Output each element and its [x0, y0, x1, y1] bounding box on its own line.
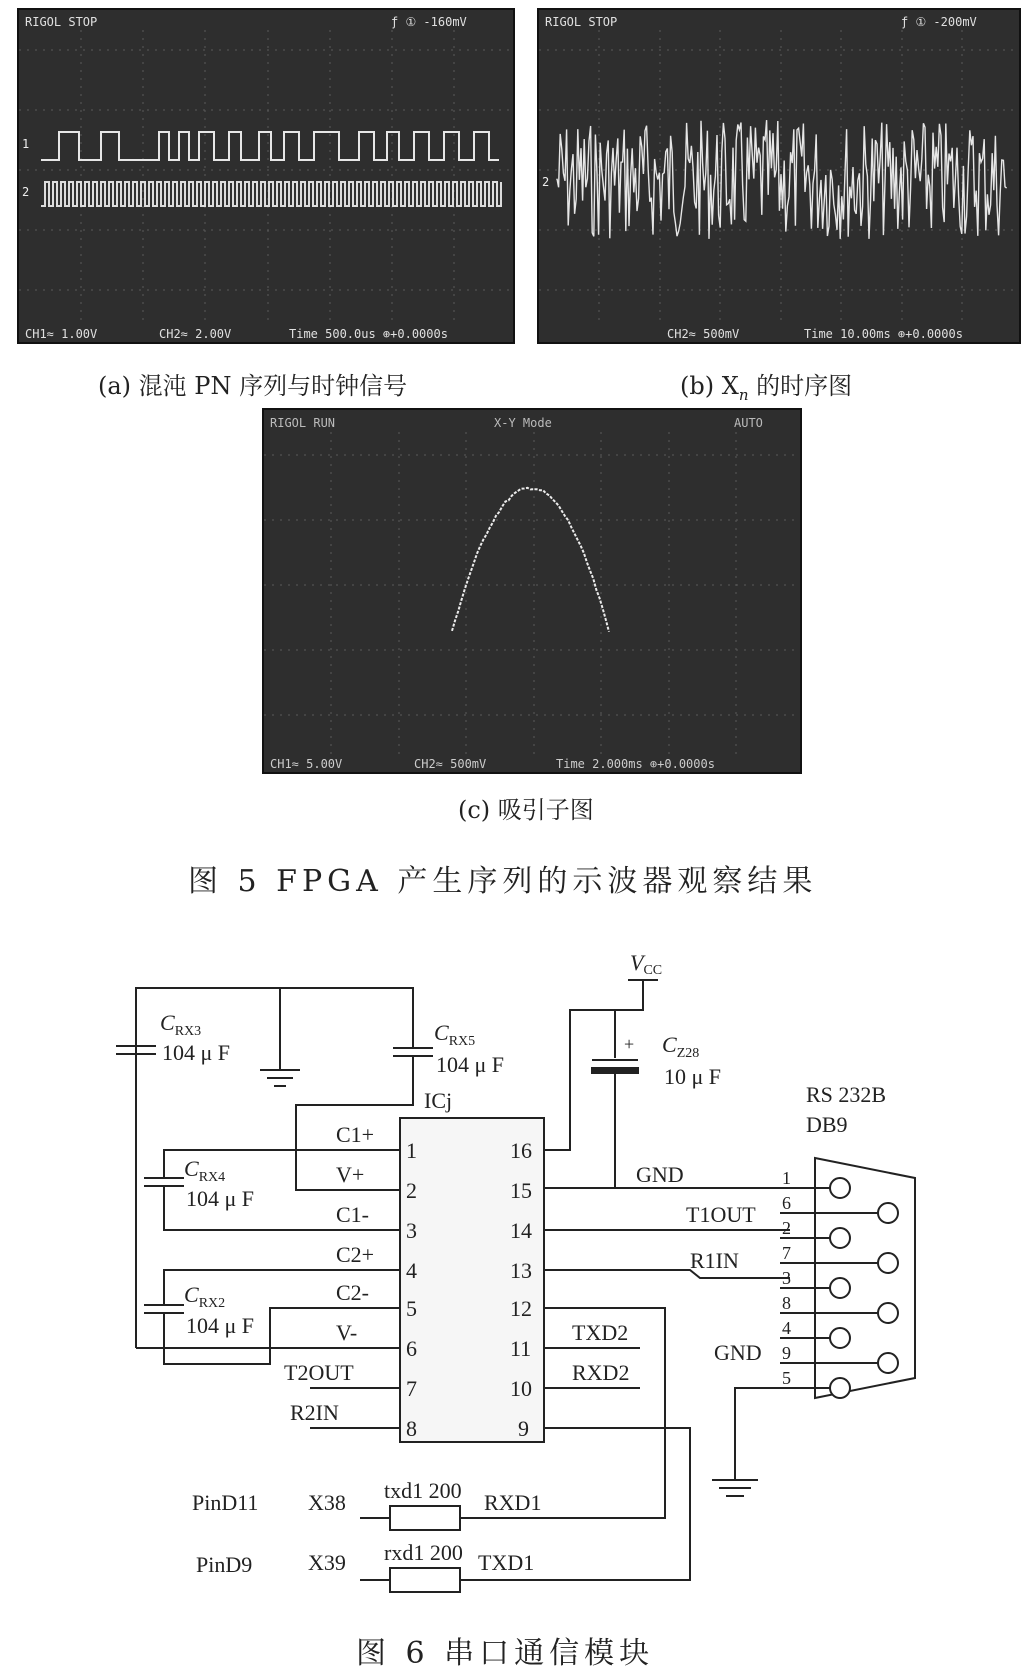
txd1-label: TXD1 [478, 1550, 535, 1575]
caption-c: (c) 吸引子图 [458, 796, 594, 824]
scope-c-timebase: Time 2.000ms ⊕+0.0000s [556, 757, 715, 771]
caption-b-prefix: (b) X [680, 372, 739, 400]
db9-pin-number: 2 [782, 1218, 791, 1238]
crx5-value: 104 μ F [436, 1052, 505, 1077]
r1in-label: R1IN [690, 1248, 739, 1273]
t1out-label: T1OUT [686, 1202, 756, 1227]
db9-label: DB9 [806, 1112, 848, 1137]
cz28-value: 10 μ F [664, 1064, 722, 1089]
ic-pin-number: 10 [510, 1376, 532, 1401]
scope-c-acquire: AUTO [734, 416, 763, 430]
ic-left-pin-names [284, 1122, 374, 1425]
r-rxd1-label: rxd1 200 [384, 1540, 463, 1565]
ic-pin-number: 12 [510, 1296, 532, 1321]
caption-b [680, 366, 852, 404]
caption-a: (a) 混沌 PN 序列与时钟信号 [98, 372, 408, 400]
ch1-marker: 1 [22, 137, 30, 151]
ic-pin-number: 8 [406, 1416, 417, 1441]
ic-pin-number: 13 [510, 1258, 532, 1283]
r-txd1-label: txd1 200 [384, 1478, 462, 1503]
pind9-label: PinD9 [196, 1552, 253, 1577]
ic-name: ICj [424, 1088, 453, 1113]
rs232-label: RS 232B [806, 1082, 887, 1107]
scope-a-trigger: ƒ ① -160mV [391, 15, 467, 29]
db9-pin-number: 3 [782, 1268, 791, 1288]
scope-a-ch2-scale: CH2≈ 2.00V [159, 327, 232, 341]
scope-c-ch2-scale: CH2≈ 500mV [414, 757, 487, 771]
ic-pin-name: C2+ [336, 1242, 375, 1267]
ic-pin-number: 2 [406, 1178, 417, 1203]
scope-b-ch2-scale: CH2≈ 500mV [667, 327, 740, 341]
caption-b-subscript: n [738, 385, 749, 404]
cz28-polarity: + [624, 1034, 635, 1054]
ic-pin-name: C2- [336, 1280, 369, 1305]
ic-pin-number: 1 [406, 1138, 417, 1163]
gnd-label-db9: GND [714, 1340, 762, 1365]
db9-pin-number: 7 [782, 1243, 791, 1263]
db9-pin-numbers [782, 1168, 791, 1388]
scope-c-ch1-scale: CH1≈ 5.00V [270, 757, 343, 771]
clock-signal-trace [41, 182, 501, 206]
ic-pin-number: 3 [406, 1218, 417, 1243]
serial-communication-circuit [0, 930, 1028, 1673]
ic-pin-name: V+ [336, 1162, 365, 1187]
ic-pin-number: 5 [406, 1296, 417, 1321]
pind11-label: PinD11 [192, 1490, 259, 1515]
scope-a-status: RIGOL STOP [25, 15, 98, 29]
scope-b-timebase: Time 10.00ms ⊕+0.0000s [804, 327, 963, 341]
db9-pin-number: 4 [782, 1318, 791, 1338]
scope-c-status: RIGOL RUN [270, 416, 336, 430]
gnd-label-ic: GND [636, 1162, 684, 1187]
ic-pin-name: C1+ [336, 1122, 375, 1147]
ic-pin-number: 6 [406, 1336, 417, 1361]
scope-a-timebase: Time 500.0us ⊕+0.0000s [289, 327, 448, 341]
crx4-value: 104 μ F [186, 1186, 255, 1211]
xn-time-series-trace [557, 120, 1007, 239]
ic-pin-number: 4 [406, 1258, 417, 1283]
vcc-label: VCC [630, 950, 663, 978]
crx3-label: $C_{RX3}$ [160, 1010, 202, 1039]
ic-pin-number: 7 [406, 1376, 417, 1401]
ic-pin-name: R2IN [290, 1400, 339, 1425]
ch2-marker: 2 [542, 175, 550, 189]
ic-pin-name: T2OUT [284, 1360, 354, 1385]
scope-b-screenshot [537, 8, 1021, 344]
scope-b-trigger: ƒ ① -200mV [901, 15, 977, 29]
crx4-label: $C_{RX4}$ [184, 1156, 226, 1185]
ic-pin-name: C1- [336, 1202, 369, 1227]
x38-label: X38 [308, 1490, 346, 1515]
db9-pin-number: 5 [782, 1368, 791, 1388]
ic-pin-number: 11 [510, 1336, 532, 1361]
ic-pin-name: V- [336, 1320, 358, 1345]
rxd2-label: RXD2 [572, 1360, 630, 1385]
db9-pin-number: 9 [782, 1343, 791, 1363]
scope-c-display [264, 410, 802, 774]
scope-a-screenshot [17, 8, 515, 344]
caption-b-rest: 的时序图 [748, 372, 853, 400]
crx3-value: 104 μ F [162, 1040, 231, 1065]
db9-pin-number: 1 [782, 1168, 791, 1188]
cz28-label: $C_{Z28}$ [662, 1032, 700, 1061]
rxd1-label: RXD1 [484, 1490, 542, 1515]
ic-pin-number: 16 [510, 1138, 532, 1163]
figure-6-caption: 图 6 串口通信模块 [356, 1636, 655, 1671]
ic-pin-number: 14 [510, 1218, 532, 1243]
crx2-value: 104 μ F [186, 1313, 255, 1338]
db9-pin-number: 8 [782, 1293, 791, 1313]
scope-c-screenshot [262, 408, 802, 774]
scope-a-ch1-scale: CH1≈ 1.00V [25, 327, 98, 341]
scope-a-display [19, 10, 515, 344]
scope-b-status: RIGOL STOP [545, 15, 618, 29]
pn-sequence-trace [41, 132, 499, 160]
ic-pin-number: 9 [518, 1416, 529, 1441]
crx5-label: $C_{RX5}$ [434, 1020, 476, 1049]
crx2-label: $C_{RX2}$ [184, 1282, 226, 1311]
txd2-label: TXD2 [572, 1320, 629, 1345]
ch2-marker: 2 [22, 185, 30, 199]
ic-pin-number: 15 [510, 1178, 532, 1203]
scope-c-mode: X-Y Mode [494, 416, 552, 430]
figure-5-caption: 图 5 FPGA 产生序列的示波器观察结果 [188, 864, 818, 899]
db9-pin-number: 6 [782, 1193, 791, 1213]
attractor-curve [452, 488, 609, 632]
x39-label: X39 [308, 1550, 346, 1575]
scope-b-display [539, 10, 1021, 344]
